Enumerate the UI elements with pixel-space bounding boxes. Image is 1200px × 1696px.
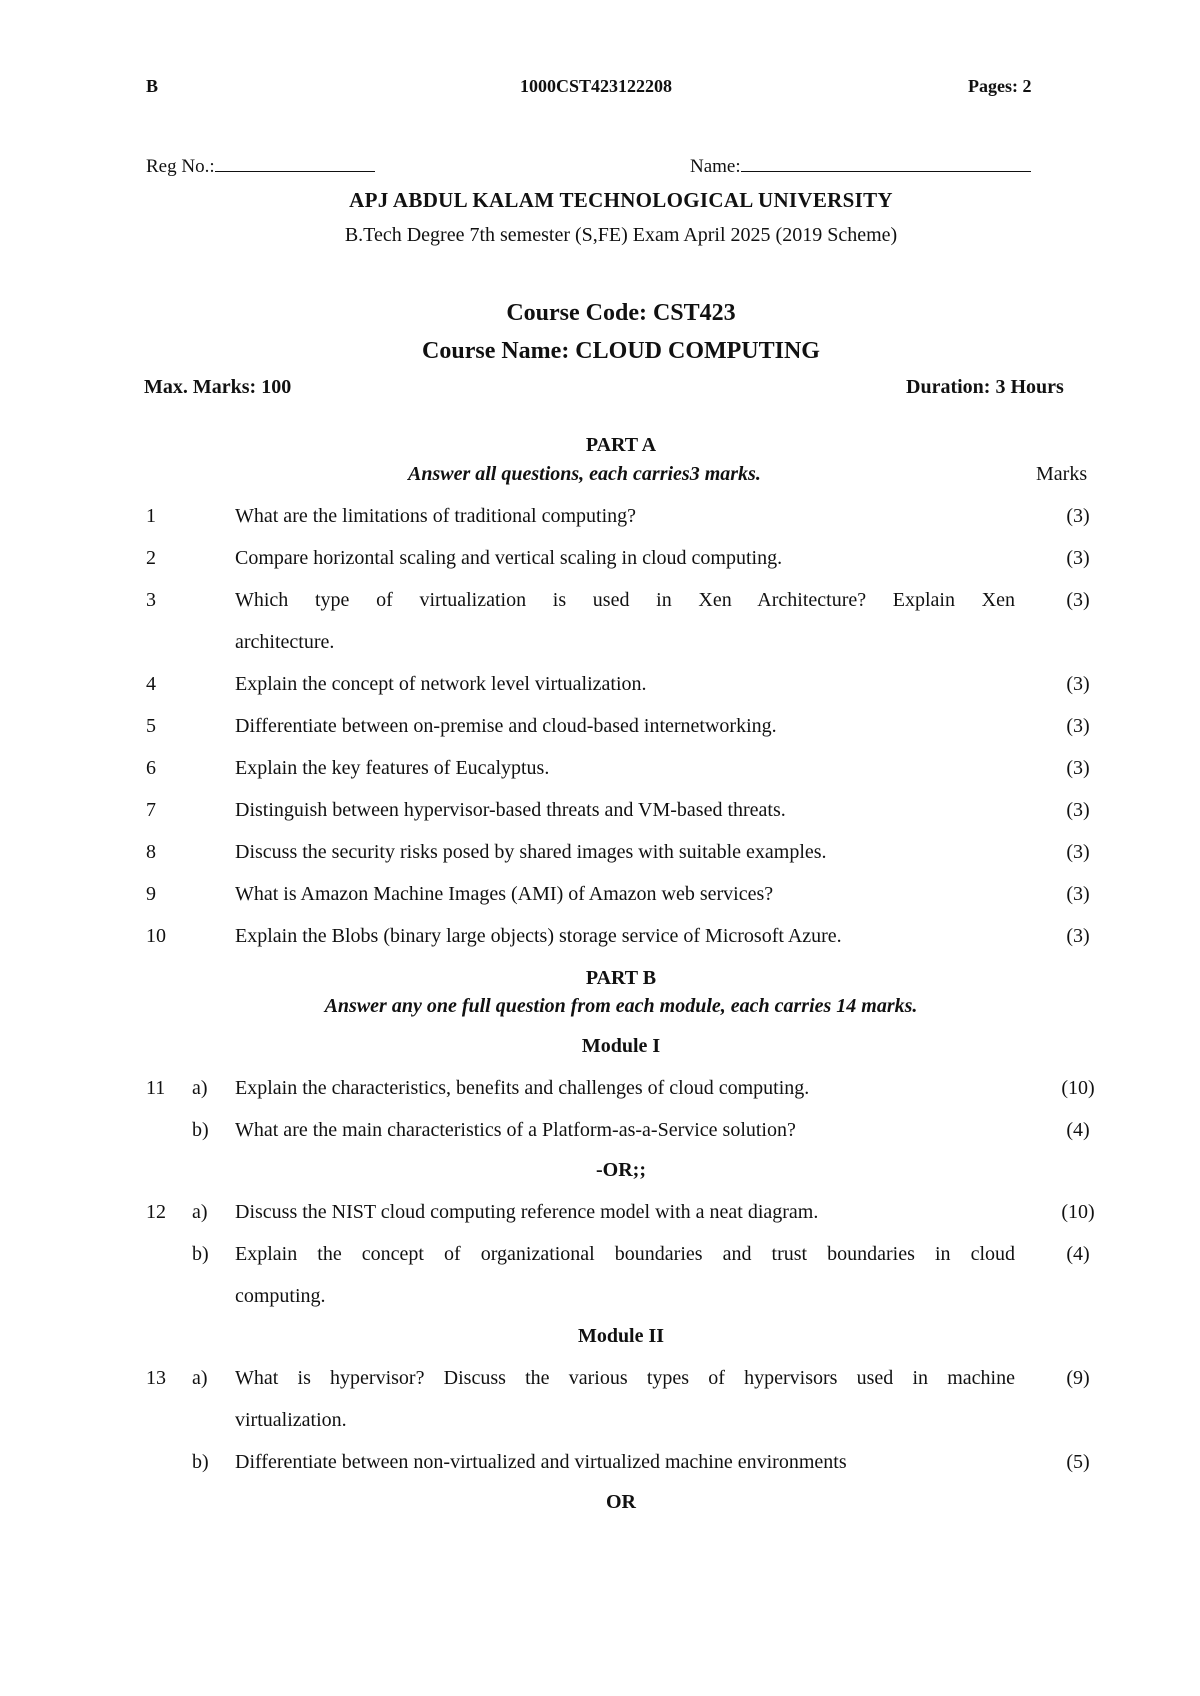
question-row bbox=[0, 589, 1200, 673]
question-marks: (3) bbox=[1066, 673, 1090, 695]
question-text-cont: computing. bbox=[235, 1285, 326, 1307]
reg-no-label: Reg No.: bbox=[146, 156, 215, 177]
max-marks: Max. Marks: 100 bbox=[144, 376, 292, 398]
question-marks: (4) bbox=[1066, 1243, 1090, 1265]
question-row bbox=[0, 1367, 1200, 1451]
question-sub-label: b) bbox=[192, 1243, 209, 1265]
question-row bbox=[0, 1201, 1200, 1241]
question-marks: (3) bbox=[1066, 715, 1090, 737]
question-row bbox=[0, 715, 1200, 755]
question-text: Discuss the security risks posed by shared images with suitable examples. bbox=[235, 841, 827, 863]
question-text: Which type of virtualization is used in Xen Architecture? Explain Xen bbox=[235, 589, 1015, 611]
question-number: 7 bbox=[146, 799, 156, 821]
question-row bbox=[0, 1119, 1200, 1159]
question-number: 5 bbox=[146, 715, 156, 737]
question-sub-label: a) bbox=[192, 1201, 208, 1223]
question-marks: (3) bbox=[1066, 505, 1090, 527]
name-line bbox=[741, 153, 1031, 172]
question-sub-label: b) bbox=[192, 1119, 209, 1141]
or-separator: -OR;; bbox=[596, 1159, 646, 1181]
question-text: Explain the key features of Eucalyptus. bbox=[235, 757, 550, 779]
question-row bbox=[0, 1451, 1200, 1491]
question-text: Differentiate between on-premise and cloud-based internetworking. bbox=[235, 715, 777, 737]
paper-code: 1000CST423122208 bbox=[520, 76, 673, 96]
question-row bbox=[0, 883, 1200, 923]
reg-no-field bbox=[146, 153, 375, 178]
question-text-cont: virtualization. bbox=[235, 1409, 347, 1431]
course-name: Course Name: CLOUD COMPUTING bbox=[422, 338, 820, 364]
question-marks: (10) bbox=[1061, 1201, 1095, 1223]
question-row bbox=[0, 547, 1200, 587]
question-marks: (3) bbox=[1066, 547, 1090, 569]
question-text: Explain the concept of network level virtualization. bbox=[235, 673, 647, 695]
question-text: Explain the Blobs (binary large objects) storage service of Microsoft Azure. bbox=[235, 925, 842, 947]
part-b-title: PART B bbox=[585, 967, 657, 989]
module-2-title: Module II bbox=[577, 1325, 665, 1347]
question-number: 4 bbox=[146, 673, 156, 695]
part-a-instruction: Answer all questions, each carries3 marks. bbox=[408, 463, 761, 485]
question-marks: (3) bbox=[1066, 799, 1090, 821]
question-number: 1 bbox=[146, 505, 156, 527]
page-count: Pages: 2 bbox=[968, 76, 1032, 96]
question-text: Compare horizontal scaling and vertical scaling in cloud computing. bbox=[235, 547, 783, 569]
question-text-cont: architecture. bbox=[235, 631, 335, 653]
question-sub-label: b) bbox=[192, 1451, 209, 1473]
question-marks: (3) bbox=[1066, 925, 1090, 947]
question-text: Explain the concept of organizational boundaries and trust boundaries in cloud bbox=[235, 1243, 1015, 1265]
question-number: 9 bbox=[146, 883, 156, 905]
name-field bbox=[690, 153, 1031, 178]
part-b-instruction: Answer any one full question from each module, each carries 14 marks. bbox=[324, 995, 918, 1017]
question-marks: (4) bbox=[1066, 1119, 1090, 1141]
question-number: 6 bbox=[146, 757, 156, 779]
question-number: 13 bbox=[146, 1367, 166, 1389]
question-text: What are the main characteristics of a Platform-as-a-Service solution? bbox=[235, 1119, 796, 1141]
marks-header: Marks bbox=[1036, 463, 1088, 485]
question-text: Distinguish between hypervisor-based threats and VM-based threats. bbox=[235, 799, 786, 821]
question-marks: (3) bbox=[1066, 883, 1090, 905]
question-marks: (3) bbox=[1066, 841, 1090, 863]
question-marks: (3) bbox=[1066, 757, 1090, 779]
question-marks: (5) bbox=[1066, 1451, 1090, 1473]
question-row bbox=[0, 673, 1200, 713]
question-marks: (9) bbox=[1066, 1367, 1090, 1389]
question-number: 8 bbox=[146, 841, 156, 863]
question-text: Discuss the NIST cloud computing reference model with a neat diagram. bbox=[235, 1201, 819, 1223]
question-row bbox=[0, 925, 1200, 965]
question-text: Differentiate between non-virtualized and virtualized machine environments bbox=[235, 1451, 847, 1473]
question-row bbox=[0, 799, 1200, 839]
question-row bbox=[0, 1077, 1200, 1117]
question-number: 2 bbox=[146, 547, 156, 569]
name-label: Name: bbox=[690, 156, 741, 177]
question-number: 3 bbox=[146, 589, 156, 611]
question-marks: (3) bbox=[1066, 589, 1090, 611]
question-row bbox=[0, 1243, 1200, 1327]
question-number: 12 bbox=[146, 1201, 166, 1223]
module-1-title: Module I bbox=[581, 1035, 661, 1057]
question-number: 11 bbox=[146, 1077, 166, 1099]
question-text: What is hypervisor? Discuss the various types of hypervisors used in machine bbox=[235, 1367, 1015, 1389]
course-code: Course Code: CST423 bbox=[506, 300, 736, 326]
exam-title: B.Tech Degree 7th semester (S,FE) Exam April 2025 (2019 Scheme) bbox=[344, 224, 898, 246]
question-text: Explain the characteristics, benefits and challenges of cloud computing. bbox=[235, 1077, 810, 1099]
university-name: APJ ABDUL KALAM TECHNOLOGICAL UNIVERSITY bbox=[349, 188, 893, 212]
question-marks: (10) bbox=[1061, 1077, 1095, 1099]
part-a-title: PART A bbox=[585, 434, 657, 456]
question-row bbox=[0, 757, 1200, 797]
question-text: What is Amazon Machine Images (AMI) of Amazon web services? bbox=[235, 883, 774, 905]
question-row bbox=[0, 505, 1200, 545]
question-sub-label: a) bbox=[192, 1367, 208, 1389]
question-text: What are the limitations of traditional computing? bbox=[235, 505, 636, 527]
question-row bbox=[0, 841, 1200, 881]
reg-no-line bbox=[215, 153, 375, 172]
duration: Duration: 3 Hours bbox=[906, 376, 1064, 398]
or-separator: OR bbox=[606, 1491, 636, 1513]
question-number: 10 bbox=[146, 925, 166, 947]
series-code: B bbox=[146, 76, 159, 96]
question-sub-label: a) bbox=[192, 1077, 208, 1099]
